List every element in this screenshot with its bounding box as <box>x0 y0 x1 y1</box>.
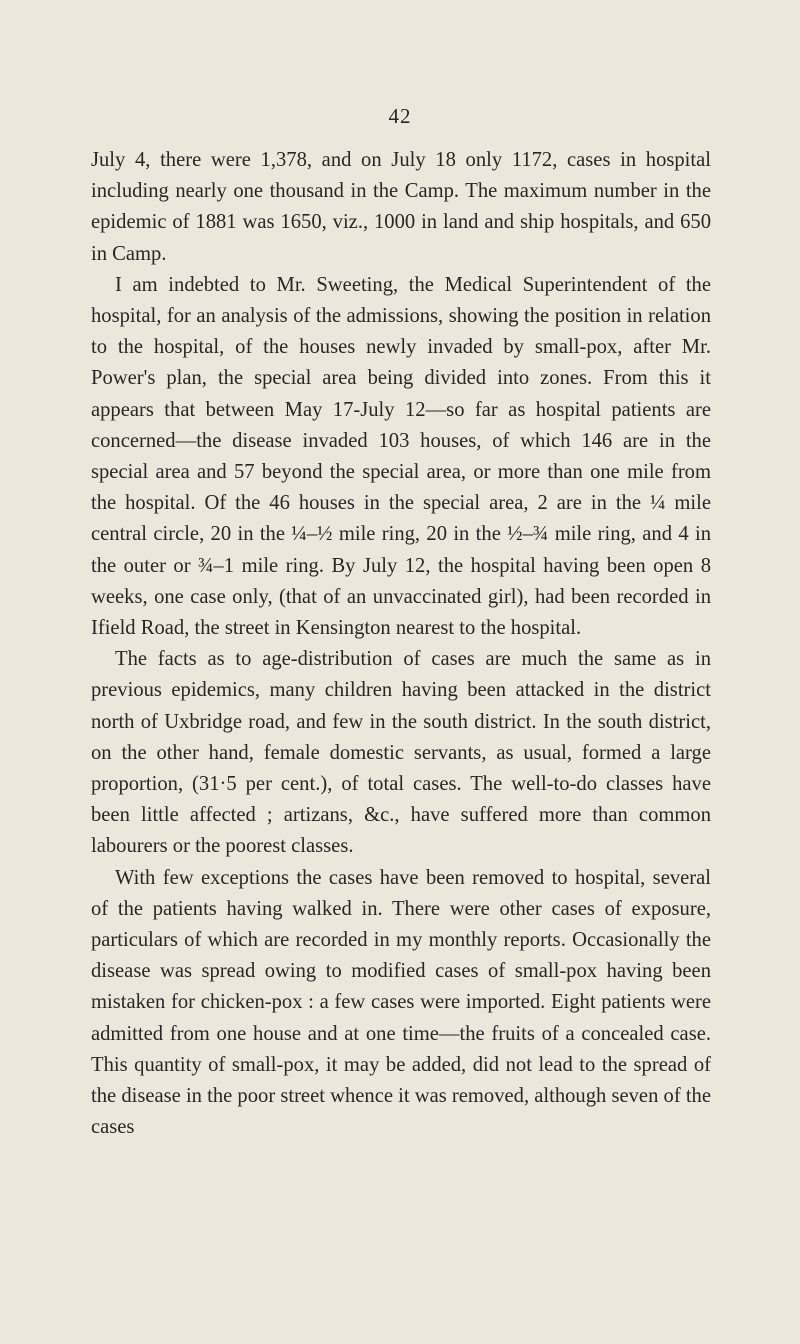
body-text <box>91 145 711 1144</box>
paragraph-age-distribution: The facts as to age-distribution of cases are much the same as in previous epidemics, many children having been attacked in the district north of Uxbridge road, and few in the south district. In the south district, on the other hand, female domestic servants, as usual, formed a large proportion, (31·5 per cent.), of total cases. The well-to-do classes have been little affected ; artizans, &c., have suffered more than common labourers or the poorest classes. <box>91 648 711 858</box>
paragraph-removal-exposure: With few exceptions the cases have been removed to hospital, several of the patients having walked in. There were other cases of exposure, particulars of which are recorded in my monthly reports. Occasionally the disease was spread owing to modified cases of small-pox having been mistaken for chicken-pox : a few cases were imported. Eight patients were admitted from one house and at one time—the fruits of a concealed case. This quantity of small-pox, it may be added, did not lead to the spread of the disease in the poor street whence it was removed, although seven of the cases <box>91 866 711 1139</box>
paragraph-hospital-cases: July 4, there were 1,378, and on July 18 only 1172, cases in hospital including nearly one thousand in the Camp. The maximum number in the epidemic of 1881 was 1650, viz., 1000 in land and ship hospitals, and 650 in Camp. <box>91 149 711 265</box>
page-number: 42 <box>388 104 412 128</box>
paragraph-analysis-admissions: I am indebted to Mr. Sweeting, the Medical Superintendent of the hospital, for an analysis of the admissions, showing the position in relation to the hospital, of the houses newly invaded by small-pox, after Mr. Power's plan, the special area being divided into zones. From this it appears that between May 17-July 12—so far as hospital patients are concerned—the disease invaded 103 houses, of which 146 are in the special area and 57 beyond the special area, or more than one mile from the hospital. Of the 46 houses in the special area, 2 are in the ¼ mile central circle, 20 in the ¼–½ mile ring, 20 in the ½–¾ mile ring, and 4 in the outer or ¾–1 mile ring. By July 12, the hospital having been open 8 weeks, one case only, (that of an unvaccinated girl), had been recorded in Ifield Road, the street in Kensington nearest to the hospital. <box>91 273 711 640</box>
